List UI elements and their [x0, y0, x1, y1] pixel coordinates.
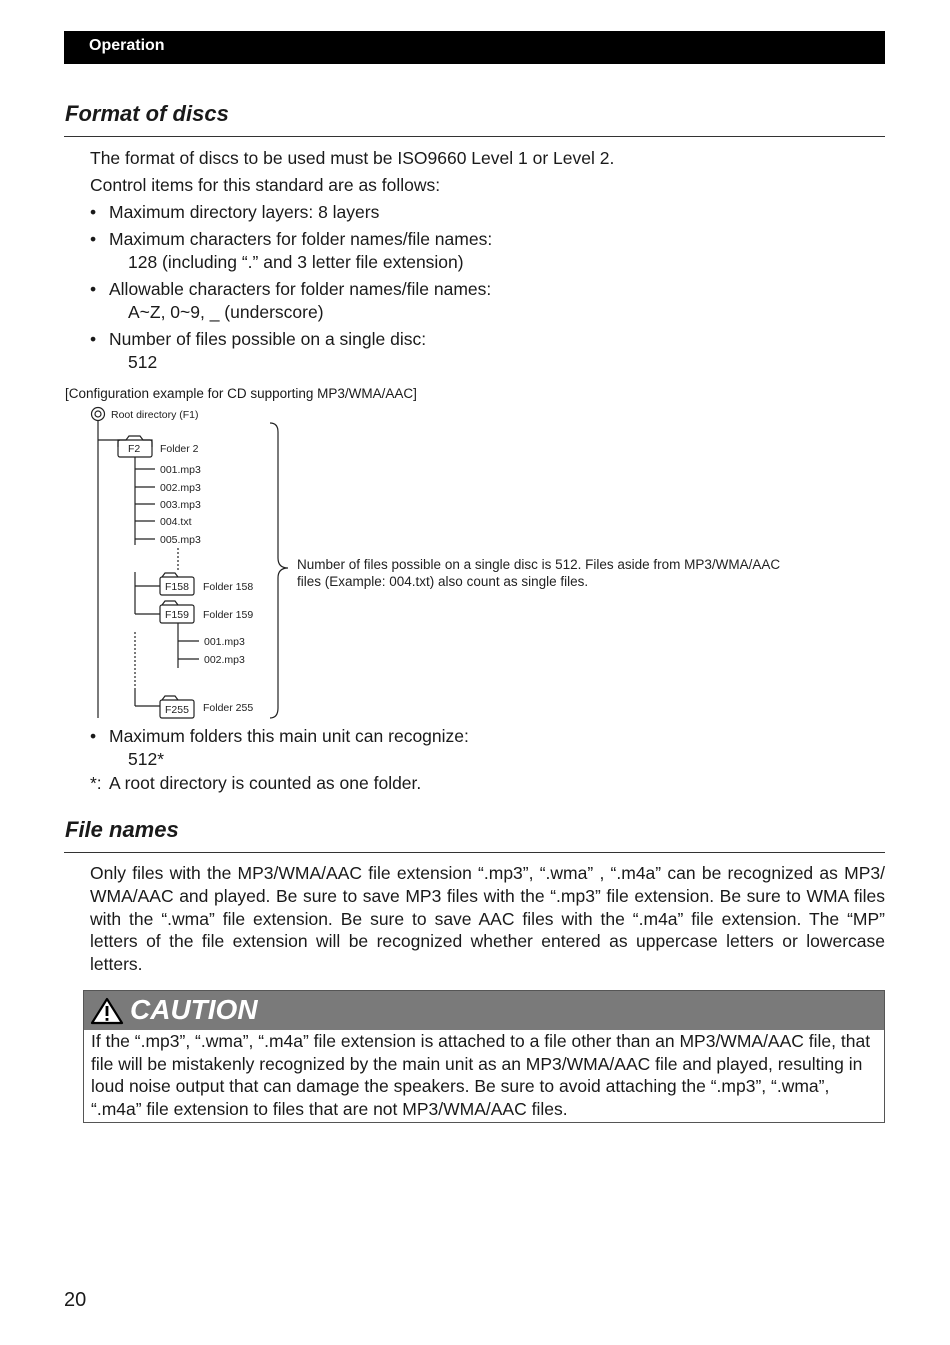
- folder-tag: F158: [165, 581, 189, 593]
- diagram-note-line-2: files (Example: 004.txt) also count as single files.: [297, 574, 589, 589]
- bullet-dot: •: [90, 726, 97, 746]
- file-label: 005.mp3: [160, 534, 201, 546]
- file-label: 004.txt: [160, 516, 192, 528]
- folder-tag: F159: [165, 609, 189, 621]
- section-header-label: Operation: [89, 37, 165, 54]
- bullet-dot: •: [90, 279, 97, 299]
- folder-label: Folder 255: [203, 702, 254, 714]
- heading-rule: [64, 852, 885, 853]
- file-label: 002.mp3: [160, 482, 201, 494]
- folder-tag: F2: [128, 443, 141, 455]
- bullet-text: Maximum characters for folder names/file names:: [109, 229, 493, 249]
- footnote-text: A root directory is counted as one folder.: [109, 773, 422, 793]
- intro-line-1: The format of discs to be used must be ISO9660 Level 1 or Level 2.: [90, 148, 615, 168]
- bullet-dot: •: [90, 229, 97, 249]
- format-of-discs-heading: Format of discs: [65, 101, 229, 126]
- file-label: 001.mp3: [204, 636, 245, 648]
- caution-box: [83, 990, 885, 1123]
- bullet-dot: •: [90, 329, 97, 349]
- bullet-text: Maximum directory layers: 8 layers: [109, 202, 380, 222]
- caution-title: CAUTION: [130, 994, 258, 1025]
- root-label: Root directory (F1): [111, 409, 199, 421]
- bullet-subtext: 512*: [128, 748, 165, 769]
- intro-line-2: Control items for this standard are as follows:: [90, 175, 441, 195]
- file-names-heading: File names: [65, 817, 179, 842]
- bullet-text: Allowable characters for folder names/file names:: [109, 279, 492, 299]
- folder-tag: F255: [165, 704, 189, 716]
- warning-triangle-icon: [90, 997, 124, 1025]
- bullet-text: Number of files possible on a single disc:: [109, 329, 427, 349]
- diagram-note-line-1: Number of files possible on a single disc is 512. Files aside from MP3/WMA/AAC: [297, 557, 781, 572]
- file-label: 003.mp3: [160, 499, 201, 511]
- file-label: 001.mp3: [160, 464, 201, 476]
- file-names-body: Only files with the MP3/WMA/AAC file extension “.mp3”, “.wma” , “.m4a” can be recognized as MP3/ WMA/AAC and played. Be sure to save MP3 files with the “.mp3” file extension. Be sure to WMA files with the “.wma” file extension. Be sure to save AAC files with the “.m4a” file extension. The “MP” letters of the file extension will be recognized whether entered as uppercase letters or lowercase letters.: [90, 863, 885, 975]
- bullet-subtext: 128 (including “.” and 3 letter file extension): [128, 251, 464, 272]
- diagram-caption: [Configuration example for CD supporting MP3/WMA/AAC]: [65, 386, 417, 401]
- disc-icon-center: [95, 411, 101, 417]
- folder-label: Folder 2: [160, 443, 199, 455]
- folder-label: Folder 159: [203, 609, 254, 621]
- brace: [270, 423, 288, 718]
- caution-header: [84, 991, 884, 1030]
- caution-text: If the “.mp3”, “.wma”, “.m4a” file extension is attached to a file other than an MP3/WMA/AAC file, that file will be mistakenly recognized by the main unit as an MP3/WMA/AAC file and played, resulting in loud noise output that can damage the speakers. Be sure to avoid attaching the “.mp3”, “.wma”, “.m4a” file extension to files that are not MP3/WMA/AAC files.: [91, 1031, 871, 1119]
- file-label: 002.mp3: [204, 654, 245, 666]
- bullet-text: Maximum folders this main unit can recognize:: [109, 726, 469, 746]
- footnote-mark: *:: [90, 773, 102, 793]
- page-number: 20: [64, 1289, 87, 1311]
- folder-label: Folder 158: [203, 581, 254, 593]
- disc-icon: [92, 408, 105, 421]
- bullet-subtext: A~Z, 0~9, _ (underscore): [128, 301, 324, 322]
- bullet-dot: •: [90, 202, 97, 222]
- bullet-subtext: 512: [128, 351, 158, 372]
